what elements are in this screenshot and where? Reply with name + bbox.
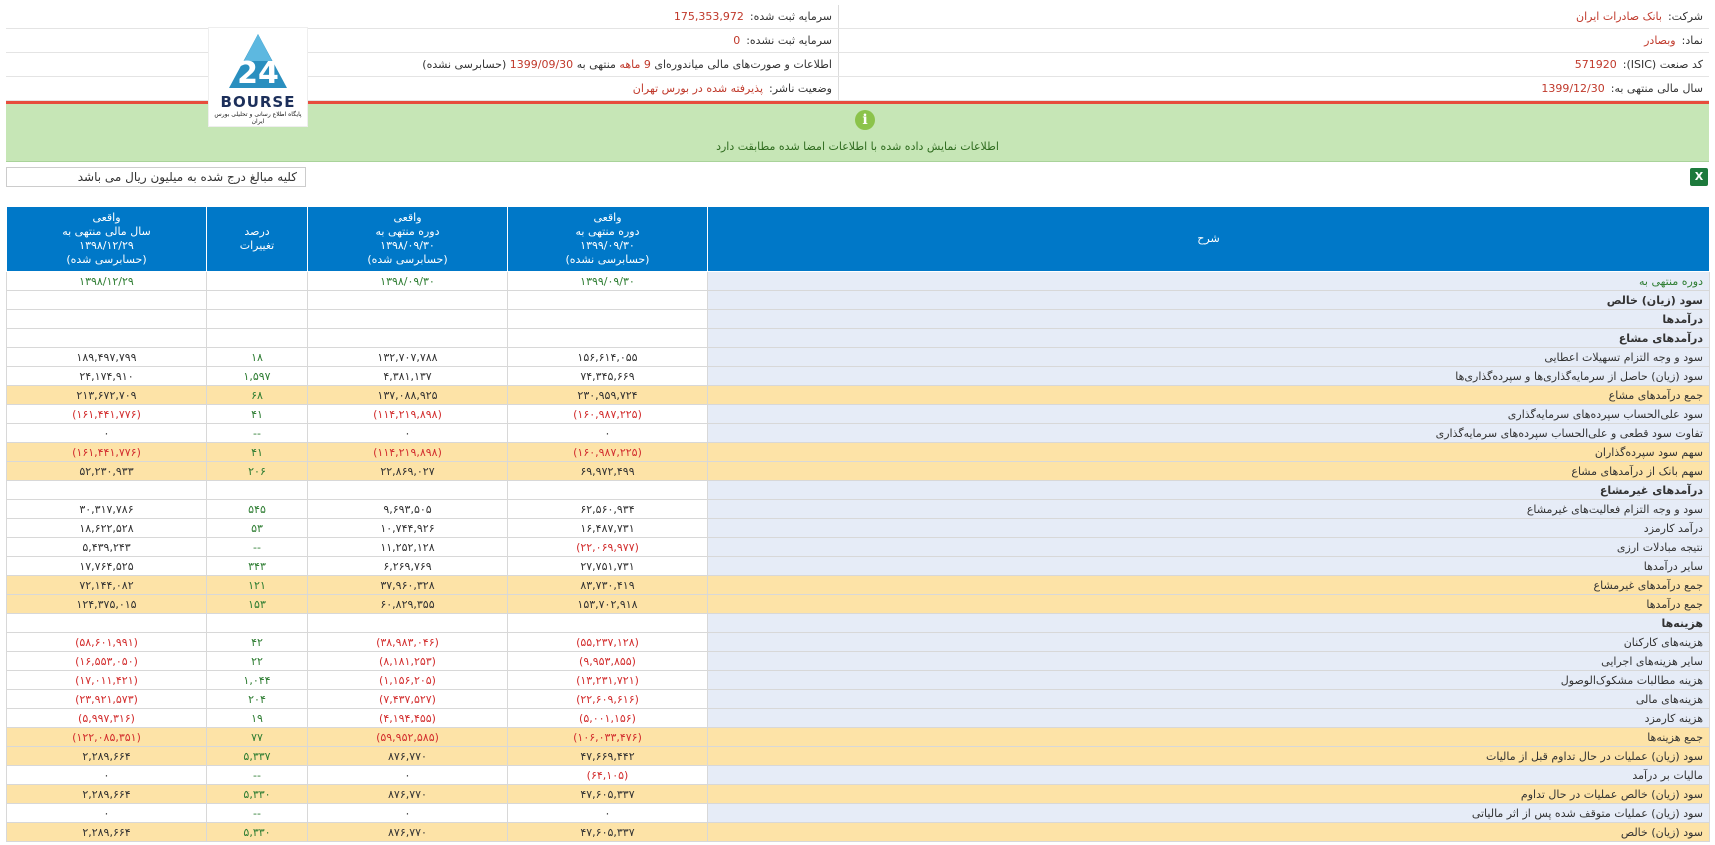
row-percent-change: ۱,۰۴۴ [207,671,308,690]
row-value-fiscal-1398: ۱۷,۷۶۴,۵۲۵ [7,557,207,576]
row-percent-change: -- [207,804,308,823]
report-title-cell [6,53,838,76]
row-value-1399: ۱۵۳,۷۰۲,۹۱۸ [508,595,708,614]
row-description: جمع هزینه‌ها [708,728,1710,747]
row-value-1399: ۴۷,۶۶۹,۴۴۲ [508,747,708,766]
row-value-1398: ۸۷۶,۷۷۰ [308,823,508,842]
row-value-1398: ۰ [308,804,508,823]
row-value-fiscal-1398 [7,291,207,310]
table-row [7,557,1710,576]
row-value-1399: (۱۰۶,۰۳۳,۴۷۶) [508,728,708,747]
row-value-1399 [508,481,708,500]
row-value-fiscal-1398: ۱۲۴,۳۷۵,۰۱۵ [7,595,207,614]
row-value-1398: (۱,۱۵۶,۲۰۵) [308,671,508,690]
row-percent-change: ۵۳ [207,519,308,538]
row-value-1398: (۷,۴۳۷,۵۲۷) [308,690,508,709]
unregistered-capital-label: سرمایه ثبت نشده: [746,34,832,47]
row-value-1398: ۱۳۹۸/۰۹/۳۰ [308,272,508,291]
company-name[interactable]: بانک صادرات ایران [1576,10,1662,23]
header-percent-change: درصد تغییرات [207,207,308,272]
table-row [7,500,1710,519]
row-description: سود (زیان) عملیات متوقف شده پس از اثر مالیاتی [708,804,1710,823]
row-value-fiscal-1398: ۲۱۳,۶۷۲,۷۰۹ [7,386,207,405]
row-description: سهم سود سپرده‌گذاران [708,443,1710,462]
logo-wordmark: BOURSE [220,93,296,111]
row-value-fiscal-1398: ۱۳۹۸/۱۲/۲۹ [7,272,207,291]
row-description: درآمدهای غیرمشاع [708,481,1710,500]
row-value-1398: ۱۱,۲۵۲,۱۲۸ [308,538,508,557]
isic-value: 571920 [1574,58,1617,71]
report-text-c: منتهی به [576,58,616,71]
header-period-1398: واقعی دوره منتهی به ۱۳۹۸/۰۹/۳۰ (حسابرسی شده) [308,207,508,272]
row-description: سود (زیان) خالص [708,291,1710,310]
header-fiscal-1398: واقعی سال مالی منتهی به ۱۳۹۸/۱۲/۲۹ (حسابرسی شده) [7,207,207,272]
row-description: درآمد کارمزد [708,519,1710,538]
row-percent-change: ۳۴۳ [207,557,308,576]
table-row [7,671,1710,690]
company-label: شرکت: [1667,10,1703,23]
row-percent-change: ۱۹ [207,709,308,728]
svg-text:24: 24 [237,56,279,91]
row-value-1399: (۲۲,۰۶۹,۹۷۷) [508,538,708,557]
row-percent-change: ۱,۵۹۷ [207,367,308,386]
row-value-1399: (۱۳,۲۳۱,۷۲۱) [508,671,708,690]
table-header-row [7,207,1710,272]
row-description: هزینه‌ها [708,614,1710,633]
row-description: جمع درآمدهای غیرمشاع [708,576,1710,595]
report-text-a: اطلاعات و صورت‌های مالی میاندوره‌ای [654,58,832,71]
table-row [7,424,1710,443]
row-value-1399: ۲۳۰,۹۵۹,۷۲۴ [508,386,708,405]
row-percent-change [207,291,308,310]
row-percent-change: ۴۱ [207,405,308,424]
row-value-1399: ۲۷,۷۵۱,۷۳۱ [508,557,708,576]
row-description: دوره منتهی به [708,272,1710,291]
row-value-fiscal-1398: ۲,۲۸۹,۶۶۴ [7,785,207,804]
header-description: شرح [708,207,1710,272]
row-value-fiscal-1398: ۲,۲۸۹,۶۶۴ [7,823,207,842]
table-row [7,614,1710,633]
row-percent-change [207,329,308,348]
excel-export-icon[interactable]: X [1690,168,1708,186]
fiscal-year-value: 1399/12/30 [1541,82,1605,95]
row-percent-change: ۵,۳۳۷ [207,747,308,766]
row-description: درآمدها [708,310,1710,329]
symbol-value[interactable]: وبصادر [1644,34,1676,47]
table-row [7,785,1710,804]
table-row [7,481,1710,500]
publisher-status-cell [6,77,838,100]
table-row [7,291,1710,310]
notice-text: اطلاعات نمایش داده شده با اطلاعات امضا شده مطابقت دارد [716,140,999,153]
unregistered-capital-value: 0 [733,34,741,47]
table-row [7,462,1710,481]
company-cell [838,5,1709,28]
row-value-fiscal-1398: (۱۷,۰۱۱,۴۲۱) [7,671,207,690]
row-value-1398: ۱۰,۷۴۴,۹۲۶ [308,519,508,538]
row-percent-change: ۱۲۱ [207,576,308,595]
row-value-1398: ۶,۲۶۹,۷۶۹ [308,557,508,576]
row-percent-change: -- [207,424,308,443]
row-value-1399: ۰ [508,804,708,823]
row-percent-change [207,310,308,329]
table-row [7,405,1710,424]
row-value-1398: ۴,۳۸۱,۱۳۷ [308,367,508,386]
row-value-1398 [308,329,508,348]
row-value-1399: (۵۵,۲۳۷,۱۲۸) [508,633,708,652]
row-value-1398 [308,614,508,633]
row-percent-change: ۶۸ [207,386,308,405]
row-description: هزینه‌های کارکنان [708,633,1710,652]
row-value-1399 [508,329,708,348]
header-period-1399: واقعی دوره منتهی به ۱۳۹۹/۰۹/۳۰ (حسابرسی نشده) [508,207,708,272]
logo-triangle-icon [209,28,307,94]
row-value-1398: (۸,۱۸۱,۲۵۳) [308,652,508,671]
row-percent-change: ۱۵۳ [207,595,308,614]
table-row [7,766,1710,785]
row-value-1399: (۹,۹۵۳,۸۵۵) [508,652,708,671]
publisher-status-value: پذیرفته شده در بورس تهران [632,82,764,95]
isic-label: کد صنعت (ISIC): [1622,58,1703,71]
registered-capital-label: سرمایه ثبت شده: [749,10,832,23]
row-value-1399: (۱۶۰,۹۸۷,۲۲۵) [508,405,708,424]
row-value-1398 [308,291,508,310]
row-value-fiscal-1398: ۱۸,۶۲۲,۵۲۸ [7,519,207,538]
row-value-1399: ۶۹,۹۷۲,۴۹۹ [508,462,708,481]
row-percent-change: ۵,۳۳۰ [207,823,308,842]
row-description: سایر درآمدها [708,557,1710,576]
unregistered-capital-cell [6,29,838,52]
row-value-1398: (۱۱۴,۲۱۹,۸۹۸) [308,443,508,462]
row-value-fiscal-1398: ۰ [7,424,207,443]
table-row [7,633,1710,652]
row-description: سود (زیان) حاصل از سرمایه‌گذاری‌ها و سپرده‌گذاری‌ها [708,367,1710,386]
row-value-fiscal-1398: ۰ [7,804,207,823]
row-value-1399: ۱۶,۴۸۷,۷۳۱ [508,519,708,538]
bourse24-logo[interactable] [208,27,308,127]
row-value-fiscal-1398: ۰ [7,766,207,785]
table-row [7,652,1710,671]
table-row [7,519,1710,538]
row-description: جمع درآمدها [708,595,1710,614]
row-description: هزینه‌های مالی [708,690,1710,709]
row-value-1398: ۹,۶۹۳,۵۰۵ [308,500,508,519]
row-value-fiscal-1398: (۲۳,۹۲۱,۵۷۳) [7,690,207,709]
row-value-fiscal-1398: ۲۴,۱۷۴,۹۱۰ [7,367,207,386]
table-row [7,709,1710,728]
row-description: مالیات بر درآمد [708,766,1710,785]
info-icon: i [855,110,875,130]
row-percent-change: ۲۰۴ [207,690,308,709]
table-row [7,386,1710,405]
row-percent-change: -- [207,766,308,785]
row-value-1398: ۱۳۷,۰۸۸,۹۲۵ [308,386,508,405]
row-value-1398: ۸۷۶,۷۷۰ [308,747,508,766]
isic-cell [838,53,1709,76]
row-value-1398: (۵۹,۹۵۲,۵۸۵) [308,728,508,747]
row-value-fiscal-1398: ۵,۴۳۹,۲۴۳ [7,538,207,557]
row-value-1398: (۴,۱۹۴,۴۵۵) [308,709,508,728]
row-percent-change [207,272,308,291]
row-value-1398: ۳۷,۹۶۰,۳۲۸ [308,576,508,595]
table-row [7,329,1710,348]
row-description: درآمدهای مشاع [708,329,1710,348]
row-value-1398: ۱۳۲,۷۰۷,۷۸۸ [308,348,508,367]
row-value-1398: ۲۲,۸۶۹,۰۲۷ [308,462,508,481]
row-description: سود و وجه التزام فعالیت‌های غیرمشاع [708,500,1710,519]
row-value-1399: ۴۷,۶۰۵,۳۳۷ [508,785,708,804]
row-value-fiscal-1398: (۱۶۱,۴۴۱,۷۷۶) [7,405,207,424]
table-row [7,348,1710,367]
row-value-1399: ۰ [508,424,708,443]
table-row [7,690,1710,709]
report-audit-status: (حسابرسی نشده) [422,58,507,71]
table-row [7,823,1710,842]
row-description: هزینه مطالبات مشکوک‌الوصول [708,671,1710,690]
row-description: سود (زیان) خالص [708,823,1710,842]
table-body [7,272,1710,842]
row-value-fiscal-1398: (۱۲۲,۰۸۵,۳۵۱) [7,728,207,747]
row-percent-change: ۱۸ [207,348,308,367]
row-value-fiscal-1398: (۱۶۱,۴۴۱,۷۷۶) [7,443,207,462]
row-percent-change: ۷۷ [207,728,308,747]
report-date: 1399/09/30 [509,58,574,71]
table-row [7,310,1710,329]
row-value-1399: ۱۵۶,۶۱۴,۰۵۵ [508,348,708,367]
row-percent-change: ۴۲ [207,633,308,652]
row-value-1398 [308,310,508,329]
logo-subtitle: پایگاه اطلاع رسانی و تحلیلی بورس ایران [214,111,302,125]
row-value-fiscal-1398: ۳۰,۳۱۷,۷۸۶ [7,500,207,519]
row-description: سهم بانک از درآمدهای مشاع [708,462,1710,481]
row-value-1399: (۶۴,۱۰۵) [508,766,708,785]
row-percent-change: ۵,۳۳۰ [207,785,308,804]
row-value-1398: ۰ [308,424,508,443]
row-value-fiscal-1398 [7,481,207,500]
row-description: تفاوت سود قطعی و علی‌الحساب سپرده‌های سرمایه‌گذاری [708,424,1710,443]
row-value-1398: (۱۱۴,۲۱۹,۸۹۸) [308,405,508,424]
row-description: جمع درآمدهای مشاع [708,386,1710,405]
row-value-fiscal-1398 [7,310,207,329]
registered-capital-value: 175,353,972 [673,10,744,23]
row-value-1399: (۲۲,۶۰۹,۶۱۶) [508,690,708,709]
table-row [7,367,1710,386]
row-value-1399 [508,614,708,633]
row-value-1398: (۳۸,۹۸۳,۰۴۶) [308,633,508,652]
row-description: سود (زیان) خالص عملیات در حال تداوم [708,785,1710,804]
fiscal-year-cell [838,77,1709,100]
row-percent-change: ۲۰۶ [207,462,308,481]
row-percent-change [207,481,308,500]
row-value-1398: ۰ [308,766,508,785]
row-description: سود و وجه التزام تسهیلات اعطایی [708,348,1710,367]
table-row [7,576,1710,595]
row-value-fiscal-1398 [7,329,207,348]
row-description: هزینه کارمزد [708,709,1710,728]
row-value-fiscal-1398: ۷۲,۱۴۴,۰۸۲ [7,576,207,595]
row-value-fiscal-1398 [7,614,207,633]
symbol-cell [838,29,1709,52]
table-row [7,443,1710,462]
row-value-1399: ۶۲,۵۶۰,۹۳۴ [508,500,708,519]
publisher-status-label: وضعیت ناشر: [769,82,832,95]
report-period: 9 ماهه [619,58,651,71]
row-value-1399 [508,310,708,329]
table-row [7,538,1710,557]
row-value-1398: ۶۰,۸۲۹,۳۵۵ [308,595,508,614]
row-value-fiscal-1398: ۵۲,۲۳۰,۹۳۳ [7,462,207,481]
row-value-fiscal-1398: (۵۸,۶۰۱,۹۹۱) [7,633,207,652]
row-value-fiscal-1398: ۱۸۹,۴۹۷,۷۹۹ [7,348,207,367]
table-row [7,272,1710,291]
table-row [7,595,1710,614]
row-value-1399: ۷۴,۳۴۵,۶۶۹ [508,367,708,386]
row-percent-change: -- [207,538,308,557]
row-percent-change: ۵۴۵ [207,500,308,519]
table-row [7,804,1710,823]
row-description: سایر هزینه‌های اجرایی [708,652,1710,671]
symbol-label: نماد: [1681,34,1703,47]
row-value-1399: (۵,۰۰۱,۱۵۶) [508,709,708,728]
row-value-1399: ۴۷,۶۰۵,۳۳۷ [508,823,708,842]
row-percent-change [207,614,308,633]
row-value-1398 [308,481,508,500]
row-value-1399: (۱۶۰,۹۸۷,۲۲۵) [508,443,708,462]
row-value-fiscal-1398: (۱۶,۵۵۳,۰۵۰) [7,652,207,671]
row-percent-change: ۲۲ [207,652,308,671]
table-row [7,747,1710,766]
row-percent-change: ۴۱ [207,443,308,462]
row-value-1399: ۸۳,۷۳۰,۴۱۹ [508,576,708,595]
row-description: سود (زیان) عملیات در حال تداوم قبل از مالیات [708,747,1710,766]
row-description: سود علی‌الحساب سپرده‌های سرمایه‌گذاری [708,405,1710,424]
row-value-1399 [508,291,708,310]
row-value-fiscal-1398: ۲,۲۸۹,۶۶۴ [7,747,207,766]
row-value-fiscal-1398: (۵,۹۹۷,۳۱۶) [7,709,207,728]
table-row [7,728,1710,747]
header-row-1 [6,5,1709,29]
unit-note: کلیه مبالغ درج شده به میلیون ریال می باشد [6,167,306,187]
row-value-1399: ۱۳۹۹/۰۹/۳۰ [508,272,708,291]
fiscal-year-label: سال مالی منتهی به: [1610,82,1703,95]
row-value-1398: ۸۷۶,۷۷۰ [308,785,508,804]
income-statement-table [6,206,1710,842]
row-description: نتیجه مبادلات ارزی [708,538,1710,557]
registered-capital-cell [6,5,838,28]
